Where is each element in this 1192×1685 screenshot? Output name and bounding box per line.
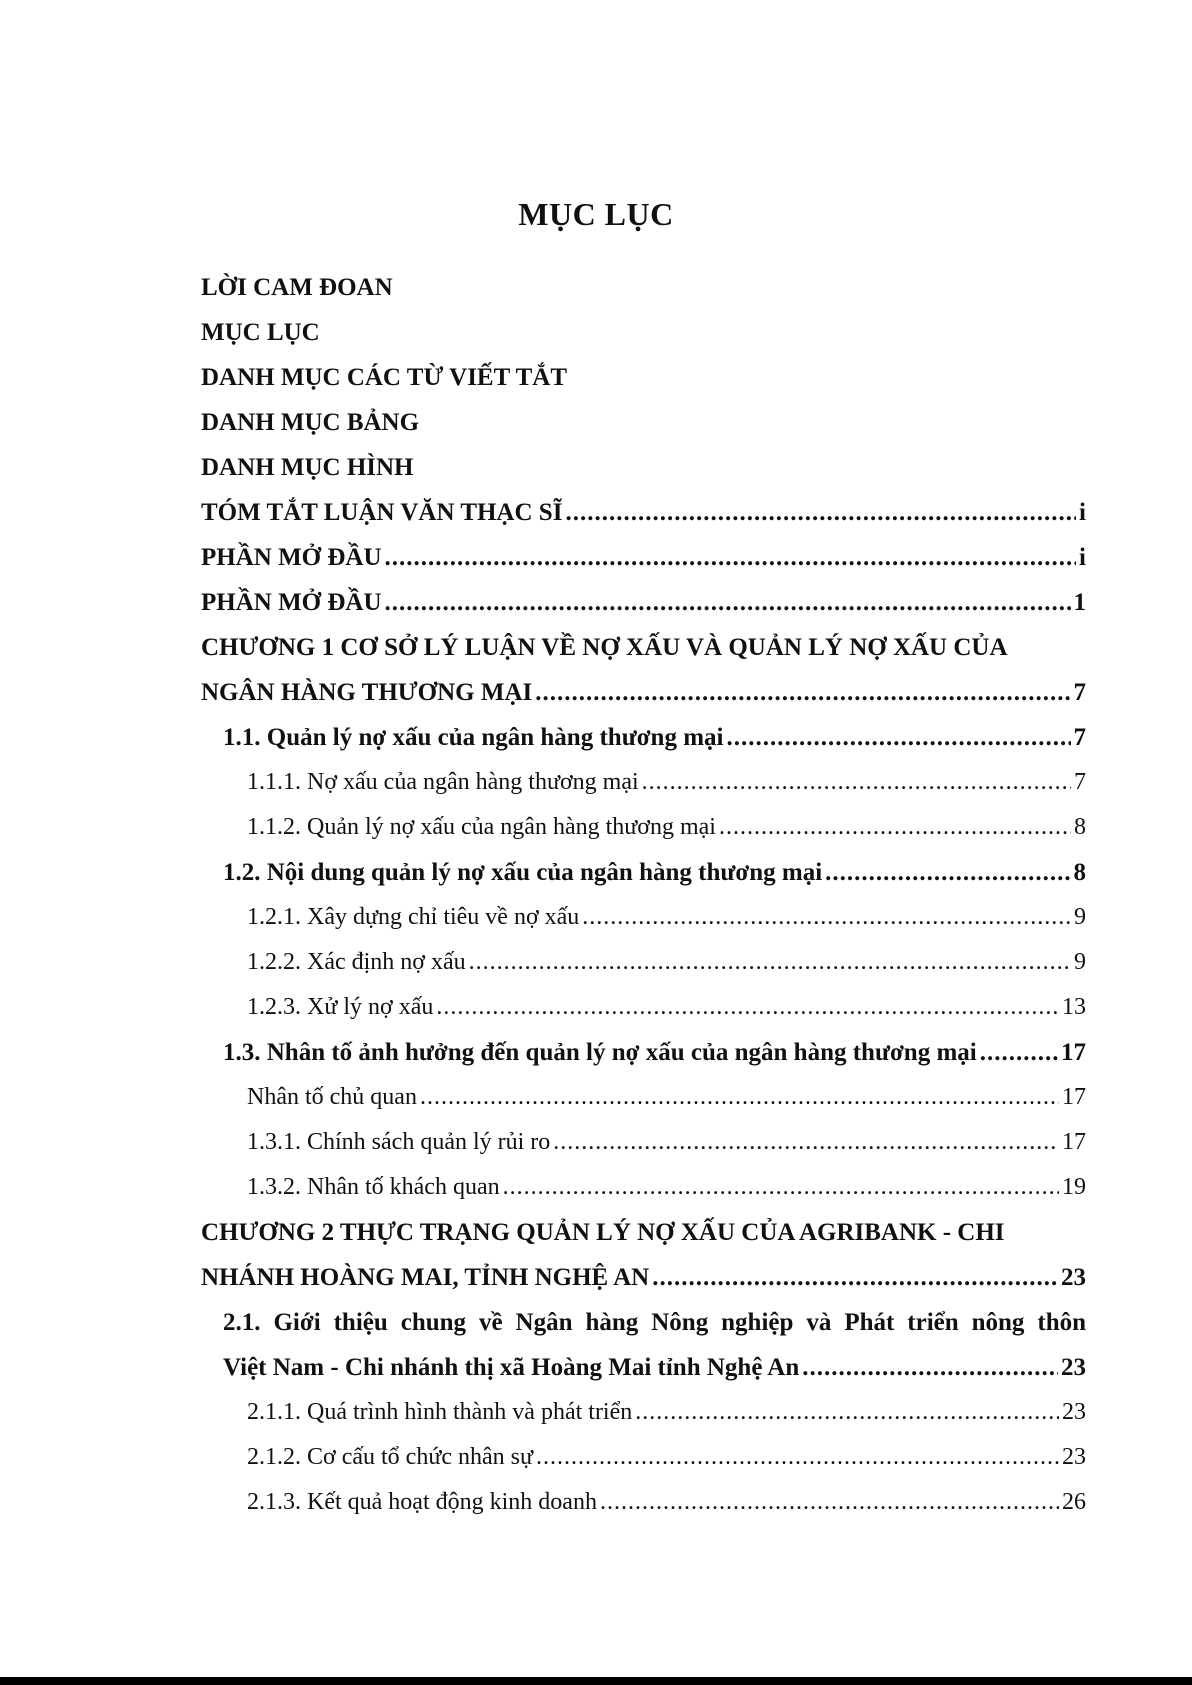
toc-entry-text: CHƯƠNG 2 THỰC TRẠNG QUẢN LÝ NỢ XẤU CỦA AGRIBANK - CHI [201, 1219, 1005, 1246]
toc-entry-text: Việt Nam - Chi nhánh thị xã Hoàng Mai tỉnh Nghệ An [223, 1354, 800, 1381]
toc-entry[interactable] [201, 1255, 1086, 1300]
toc-leader-dots [385, 580, 1071, 625]
toc-entry[interactable] [201, 1120, 1086, 1165]
toc-entry[interactable] [201, 760, 1086, 805]
toc-entry-text: 1.2. Nội dung quản lý nợ xấu của ngân hàng thương mại [223, 859, 823, 886]
toc-entry-text: 2.1.1. Quá trình hình thành và phát triển [247, 1399, 633, 1425]
toc-page-number: 17 [1061, 1039, 1086, 1066]
toc-page-number: 23 [1061, 1264, 1086, 1291]
toc-entry-text: TÓM TẮT LUẬN VĂN THẠC SĨ [201, 499, 563, 526]
toc-entry[interactable] [201, 985, 1086, 1030]
table-of-contents [201, 265, 1086, 1525]
toc-page-number: 8 [1074, 814, 1086, 840]
toc-entry-text: LỜI CAM ĐOAN [201, 274, 393, 301]
toc-entry[interactable] [201, 310, 1086, 355]
toc-page-number: 13 [1062, 994, 1086, 1020]
toc-entry-text: 2.1.2. Cơ cấu tổ chức nhân sự [247, 1444, 533, 1470]
toc-page-number: 1 [1073, 589, 1086, 616]
toc-leader-dots [503, 1165, 1059, 1210]
toc-entry-text: NHÁNH HOÀNG MAI, TỈNH NGHỆ AN [201, 1264, 650, 1291]
toc-leader-dots [600, 1480, 1059, 1525]
toc-entry-text: MỤC LỤC [201, 319, 320, 346]
toc-leader-dots [719, 805, 1071, 850]
toc-page-number: i [1079, 499, 1086, 526]
toc-entry[interactable] [201, 1345, 1086, 1390]
toc-entry-text: DANH MỤC CÁC TỪ VIẾT TẮT [201, 364, 568, 391]
toc-entry[interactable] [201, 445, 1086, 490]
toc-leader-dots [536, 1435, 1059, 1480]
toc-entry-text: 1.2.3. Xử lý nợ xấu [247, 994, 434, 1020]
toc-leader-dots [652, 1255, 1058, 1300]
toc-page-number: 17 [1062, 1129, 1086, 1155]
toc-leader-dots [420, 1075, 1059, 1120]
toc-page-number: 8 [1073, 859, 1086, 886]
toc-page-number: 23 [1061, 1354, 1086, 1381]
toc-entry-text: 1.1.2. Quản lý nợ xấu của ngân hàng thương mại [247, 814, 716, 840]
toc-entry[interactable] [201, 1480, 1086, 1525]
toc-entry[interactable] [201, 1075, 1086, 1120]
toc-leader-dots [436, 985, 1059, 1030]
toc-entry-text: 1.3.2. Nhân tố khách quan [247, 1174, 500, 1200]
page-bottom-border [0, 1677, 1192, 1685]
toc-leader-dots [535, 670, 1070, 715]
toc-page-number: i [1079, 544, 1086, 571]
toc-page-number: 7 [1073, 679, 1086, 706]
toc-entry[interactable] [201, 1030, 1086, 1075]
toc-entry-text: 1.3.1. Chính sách quản lý rủi ro [247, 1129, 551, 1155]
toc-leader-dots [802, 1345, 1058, 1390]
toc-page-number: 9 [1074, 904, 1086, 930]
toc-leader-dots [565, 490, 1076, 535]
toc-entry[interactable] [201, 1435, 1086, 1480]
toc-entry-text: 2.1. Giới thiệu chung về Ngân hàng Nông nghiệp và Phát triển nông thôn [223, 1309, 1086, 1336]
toc-leader-dots [553, 1120, 1059, 1165]
toc-entry[interactable] [201, 670, 1086, 715]
toc-entry[interactable] [201, 1300, 1086, 1345]
toc-page-number: 23 [1062, 1444, 1086, 1470]
toc-entry-text: NGÂN HÀNG THƯƠNG MẠI [201, 679, 533, 706]
toc-leader-dots [980, 1030, 1058, 1075]
toc-entry[interactable] [201, 940, 1086, 985]
toc-leader-dots [469, 940, 1071, 985]
toc-entry-text: DANH MỤC BẢNG [201, 409, 420, 436]
toc-leader-dots [642, 760, 1071, 805]
toc-leader-dots [582, 895, 1071, 940]
toc-page-number: 17 [1062, 1084, 1086, 1110]
toc-entry[interactable] [201, 715, 1086, 760]
toc-entry-text: CHƯƠNG 1 CƠ SỞ LÝ LUẬN VỀ NỢ XẤU VÀ QUẢN LÝ NỢ XẤU CỦA [201, 634, 1008, 661]
toc-page-number: 9 [1074, 949, 1086, 975]
toc-entry-text: PHẦN MỞ ĐẦU [201, 589, 382, 616]
toc-entry[interactable] [201, 535, 1086, 580]
toc-page-number: 23 [1062, 1399, 1086, 1425]
toc-entry[interactable] [201, 1165, 1086, 1210]
toc-title: MỤC LỤC [518, 196, 674, 232]
toc-leader-dots [635, 1390, 1059, 1435]
toc-entry[interactable] [201, 355, 1086, 400]
toc-entry-text: DANH MỤC HÌNH [201, 454, 414, 481]
toc-entry[interactable] [201, 580, 1086, 625]
toc-entry[interactable] [201, 625, 1086, 670]
toc-entry[interactable] [201, 490, 1086, 535]
toc-entry-text: 1.1. Quản lý nợ xấu của ngân hàng thương mại [223, 724, 724, 751]
toc-entry[interactable] [201, 895, 1086, 940]
toc-page-number: 26 [1062, 1489, 1086, 1515]
toc-entry-text: 1.2.2. Xác định nợ xấu [247, 949, 466, 975]
toc-page-number: 7 [1074, 769, 1086, 795]
toc-entry-text: PHẦN MỞ ĐẦU [201, 544, 382, 571]
toc-entry[interactable] [201, 850, 1086, 895]
toc-leader-dots [385, 535, 1077, 580]
toc-page-number: 19 [1062, 1174, 1086, 1200]
toc-entry-text: Nhân tố chủ quan [247, 1084, 417, 1110]
toc-page-number: 7 [1073, 724, 1086, 751]
toc-leader-dots [825, 850, 1070, 895]
toc-entry[interactable] [201, 1390, 1086, 1435]
toc-entry[interactable] [201, 265, 1086, 310]
toc-entry[interactable] [201, 1210, 1086, 1255]
toc-entry[interactable] [201, 400, 1086, 445]
toc-entry-text: 1.1.1. Nợ xấu của ngân hàng thương mại [247, 769, 639, 795]
toc-entry[interactable] [201, 805, 1086, 850]
toc-entry-text: 2.1.3. Kết quả hoạt động kinh doanh [247, 1489, 597, 1515]
toc-entry-text: 1.3. Nhân tố ảnh hưởng đến quản lý nợ xấu của ngân hàng thương mại [223, 1039, 977, 1066]
toc-entry-text: 1.2.1. Xây dựng chỉ tiêu về nợ xấu [247, 904, 580, 930]
toc-leader-dots [726, 715, 1070, 760]
